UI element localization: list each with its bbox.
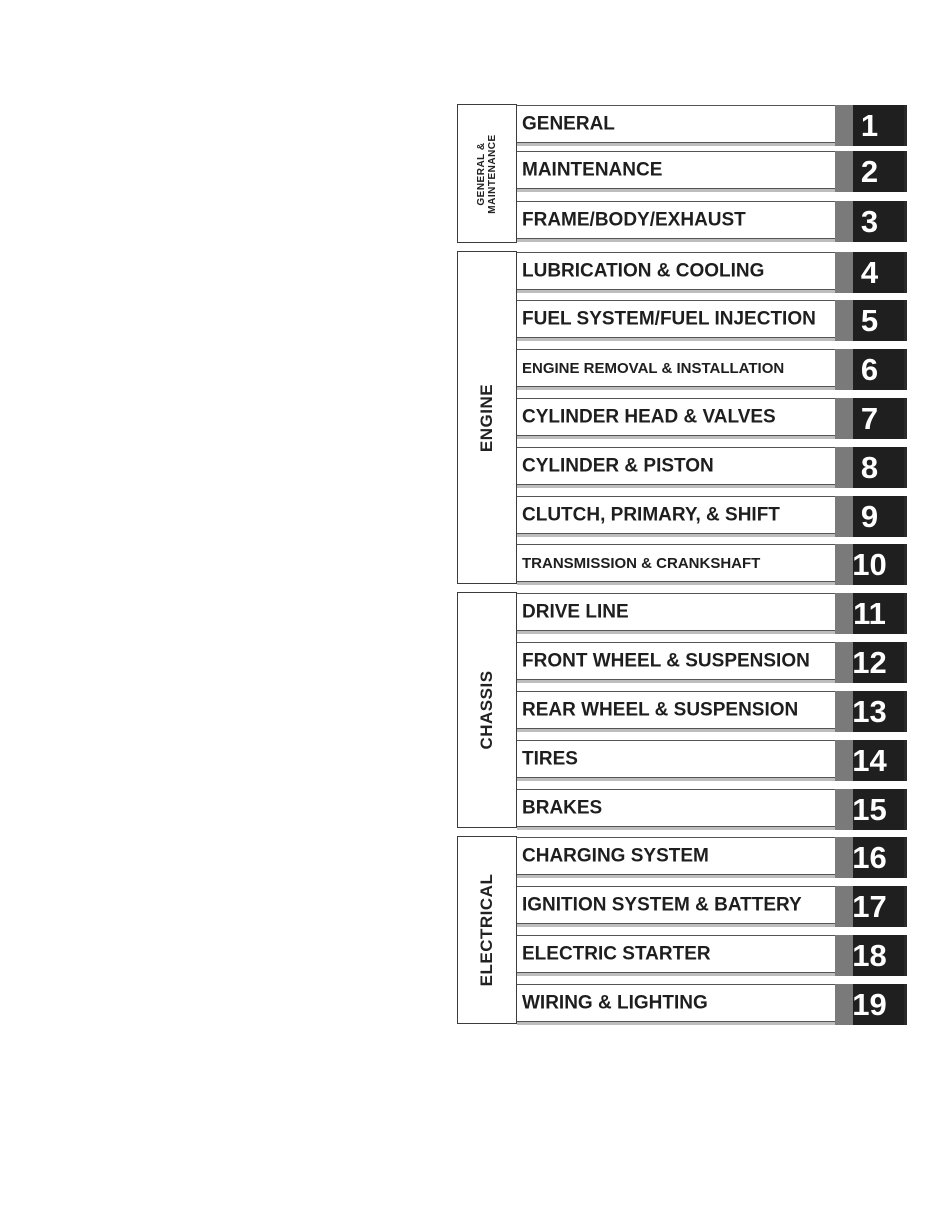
- section-tab-3[interactable]: [517, 201, 907, 242]
- section-number-tab: [835, 935, 907, 976]
- section-number: 2: [860, 153, 879, 189]
- section-title: WIRING & LIGHTING: [522, 992, 708, 1014]
- section-title: TIRES: [522, 748, 578, 770]
- section-tab-15[interactable]: [517, 789, 907, 830]
- section-number-tab: [835, 593, 907, 634]
- section-number: 1: [860, 107, 879, 143]
- section-tab-11[interactable]: [517, 593, 907, 634]
- section-title-box: [517, 252, 835, 293]
- section-tab-16[interactable]: [517, 837, 907, 878]
- section-number-tab: [835, 984, 907, 1025]
- section-title: FRONT WHEEL & SUSPENSION: [522, 650, 810, 672]
- section-tab-7[interactable]: [517, 398, 907, 439]
- section-number-tab: [835, 105, 907, 146]
- section-title: CYLINDER HEAD & VALVES: [522, 406, 776, 428]
- section-title-box: [517, 105, 835, 146]
- section-number-tab: [835, 740, 907, 781]
- section-number: 16: [852, 839, 887, 875]
- section-number: 8: [860, 449, 879, 485]
- section-title-box: [517, 740, 835, 781]
- section-title: GENERAL: [522, 113, 615, 135]
- section-number-tab: [835, 447, 907, 488]
- section-number-tab: [835, 544, 907, 585]
- section-title-box: [517, 593, 835, 634]
- section-number-tab: [835, 201, 907, 242]
- section-group-engine: [457, 251, 517, 584]
- section-title: MAINTENANCE: [522, 159, 663, 181]
- section-title: IGNITION SYSTEM & BATTERY: [522, 894, 802, 916]
- group-label: ELECTRICAL: [477, 873, 496, 987]
- section-number: 4: [860, 254, 879, 290]
- section-tab-13[interactable]: [517, 691, 907, 732]
- section-number-tab: [835, 300, 907, 341]
- section-title-box: [517, 691, 835, 732]
- section-group-electrical: [457, 836, 517, 1024]
- section-tab-9[interactable]: [517, 496, 907, 537]
- section-title: FRAME/BODY/EXHAUST: [522, 209, 746, 231]
- section-title: CYLINDER & PISTON: [522, 455, 714, 477]
- section-title-box: [517, 886, 835, 927]
- section-tab-18[interactable]: [517, 935, 907, 976]
- section-number-tab: [835, 789, 907, 830]
- section-title-box: [517, 398, 835, 439]
- section-tab-12[interactable]: [517, 642, 907, 683]
- section-number: 11: [853, 595, 886, 631]
- section-title-box: [517, 984, 835, 1025]
- section-number: 18: [852, 937, 887, 973]
- section-tab-8[interactable]: [517, 447, 907, 488]
- group-label: CHASSIS: [477, 670, 496, 750]
- section-tab-1[interactable]: [517, 105, 907, 146]
- section-number: 14: [852, 742, 887, 778]
- section-title: DRIVE LINE: [522, 601, 629, 623]
- section-title-box: [517, 837, 835, 878]
- section-number-tab: [835, 496, 907, 537]
- section-title-box: [517, 544, 835, 585]
- section-number: 15: [852, 791, 887, 827]
- section-number-tab: [835, 691, 907, 732]
- section-tab-19[interactable]: [517, 984, 907, 1025]
- section-title-box: [517, 151, 835, 192]
- section-number: 3: [860, 203, 879, 239]
- section-title: CHARGING SYSTEM: [522, 845, 709, 867]
- section-number: 17: [852, 888, 887, 924]
- section-tab-5[interactable]: [517, 300, 907, 341]
- section-title-box: [517, 201, 835, 242]
- section-tab-17[interactable]: [517, 886, 907, 927]
- section-tab-14[interactable]: [517, 740, 907, 781]
- section-title: FUEL SYSTEM/FUEL INJECTION: [522, 308, 816, 330]
- section-title: ENGINE REMOVAL & INSTALLATION: [522, 359, 785, 377]
- group-label: GENERAL & MAINTENANCE: [476, 133, 498, 214]
- section-number-tab: [835, 252, 907, 293]
- section-title: BRAKES: [522, 797, 603, 819]
- section-number-tab: [835, 349, 907, 390]
- section-title-box: [517, 642, 835, 683]
- section-number: 13: [852, 693, 887, 729]
- section-number: 19: [852, 986, 887, 1022]
- section-tab-2[interactable]: [517, 151, 907, 192]
- section-title-box: [517, 935, 835, 976]
- section-title: REAR WHEEL & SUSPENSION: [522, 699, 799, 721]
- section-title-box: [517, 447, 835, 488]
- section-title-box: [517, 349, 835, 390]
- section-tab-4[interactable]: [517, 252, 907, 293]
- section-number: 6: [860, 351, 879, 387]
- section-tab-10[interactable]: [517, 544, 907, 585]
- section-title: CLUTCH, PRIMARY, & SHIFT: [522, 504, 780, 526]
- section-number-tab: [835, 886, 907, 927]
- section-number: 7: [860, 400, 879, 436]
- section-group-general: [457, 104, 517, 243]
- section-title: ELECTRIC STARTER: [522, 943, 711, 965]
- section-title-box: [517, 300, 835, 341]
- section-tab-6[interactable]: [517, 349, 907, 390]
- section-number-tab: [835, 642, 907, 683]
- section-number-tab: [835, 398, 907, 439]
- section-number-tab: [835, 151, 907, 192]
- section-number-tab: [835, 837, 907, 878]
- section-number: 5: [860, 302, 879, 338]
- section-title: TRANSMISSION & CRANKSHAFT: [522, 554, 761, 572]
- section-title-box: [517, 496, 835, 537]
- section-group-chassis: [457, 592, 517, 828]
- section-number: 12: [852, 644, 887, 680]
- group-label: ENGINE: [477, 383, 496, 452]
- section-number: 10: [852, 546, 887, 582]
- section-title: LUBRICATION & COOLING: [522, 260, 765, 282]
- section-title-box: [517, 789, 835, 830]
- section-number: 9: [860, 498, 879, 534]
